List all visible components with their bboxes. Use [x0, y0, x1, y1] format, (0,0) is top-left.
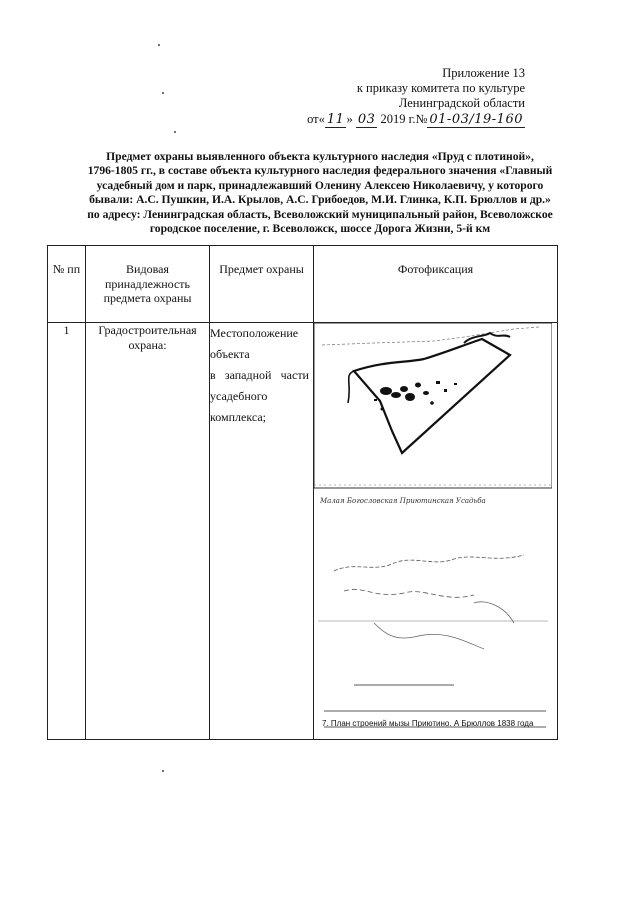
subject-line: комплекса; — [210, 410, 266, 424]
subject-line: усадебного — [210, 389, 268, 403]
subject-line: объекта — [210, 347, 250, 361]
header-num: № пп — [48, 246, 86, 323]
heading-line: бывали: А.С. Пушкин, И.А. Крылов, А.С. Грибоедов, М.И. Глинка, К.П. Брюллов и др.» — [89, 193, 551, 207]
photo-caption: 7. План строений мызы Приютино. А Брюллов 1838 года — [322, 719, 534, 728]
sketch-line — [474, 602, 514, 623]
order-number: 01-03/19-160 — [429, 112, 523, 127]
historic-plan-image — [314, 323, 552, 731]
subject-word: части — [280, 368, 309, 382]
map-handwriting: Малая Богословская Приютинская Усадьба — [320, 497, 486, 505]
header-type: Видовая принадлежность предмета охраны — [86, 246, 210, 323]
heading-line: Предмет охраны выявленного объекта культурного наследия «Пруд с плотиной», — [106, 150, 534, 163]
table-header-row — [48, 246, 558, 323]
document-heading — [60, 150, 580, 236]
sketch-line — [334, 555, 524, 571]
scan-speck — [158, 44, 160, 46]
protection-table — [47, 245, 558, 740]
subject-line-justified — [210, 365, 313, 386]
map-frame — [314, 323, 552, 488]
order-day: 11 — [326, 112, 345, 127]
row-num: 1 — [48, 323, 86, 740]
order-mid: » — [346, 112, 353, 126]
order-prefix: от« — [307, 112, 325, 126]
annex-line: Ленинградской области — [398, 96, 525, 110]
table-row — [48, 323, 558, 740]
order-line — [300, 112, 525, 128]
sketch-line — [374, 623, 484, 649]
heading-line: городское поселение, г. Всеволожск, шоссе Дорога Жизни, 5-й км — [149, 222, 491, 236]
subject-word: западной — [224, 368, 272, 382]
annex-title: Приложение 13 — [442, 66, 525, 80]
subject-line: Местоположение — [210, 326, 299, 340]
heading-line: по адресу: Ленинградская область, Всеволожский муниципальный район, Всеволожское — [87, 207, 553, 221]
annex-block — [300, 66, 525, 128]
scan-speck — [174, 131, 176, 133]
row-photo — [314, 323, 558, 740]
row-subject — [210, 323, 314, 740]
heading-line: 1796-1805 гг., в составе объекта культурного наследия федерального значения «Главный — [87, 164, 553, 178]
scan-speck — [162, 92, 164, 94]
sketch-line — [344, 589, 474, 597]
annex-line: к приказу комитета по культуре — [356, 81, 525, 95]
heading-line: усадебный дом и парк, принадлежавший Оленину Алексею Николаевичу, у которого — [96, 178, 544, 192]
subject-word: в — [210, 368, 216, 382]
row-type: Градостроительная охрана: — [86, 323, 210, 740]
photo-fixation — [314, 323, 552, 731]
scan-speck — [162, 770, 164, 772]
header-subject: Предмет охраны — [210, 246, 314, 323]
header-photo: Фотофиксация — [314, 246, 558, 323]
order-year: 2019 г.№ — [380, 112, 428, 126]
order-month: 03 — [357, 112, 376, 127]
